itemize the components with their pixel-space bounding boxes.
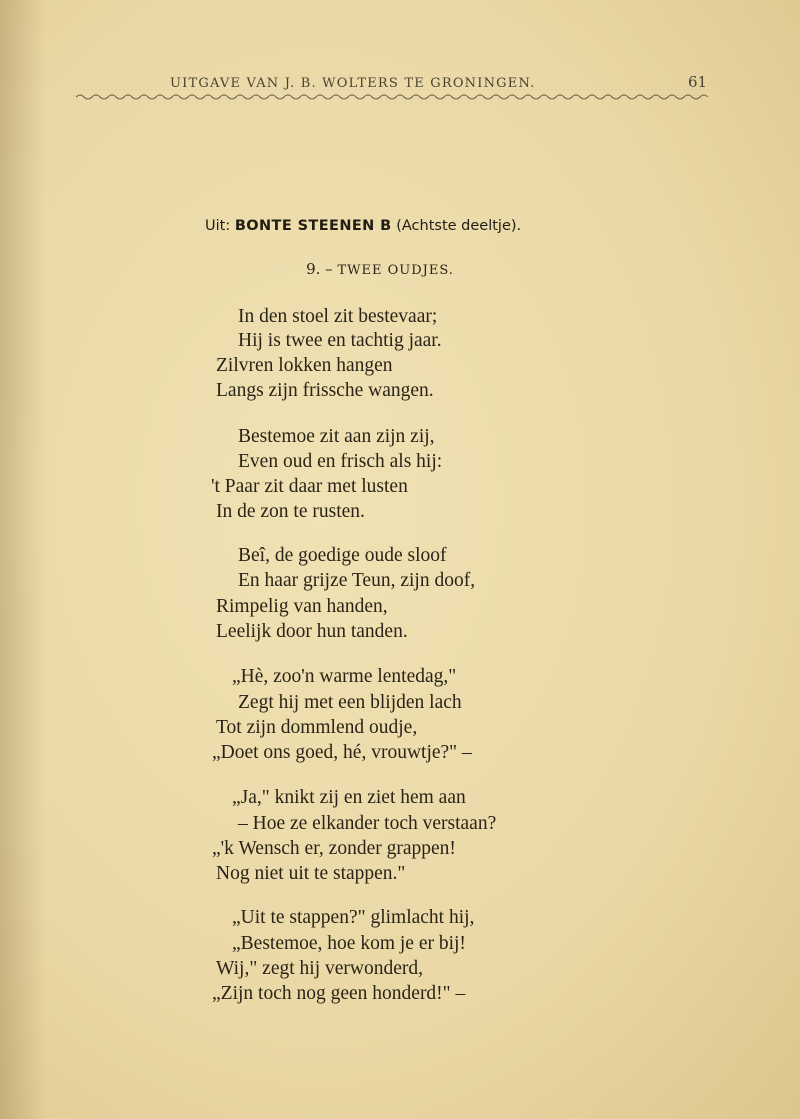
poem-line: „'k Wensch er, zonder grappen!: [212, 838, 456, 859]
poem-line: „Ja," knikt zij en ziet hem aan: [232, 787, 466, 808]
poem-line: Even oud en frisch als hij:: [238, 451, 443, 472]
poem-line: Leelijk door hun tanden.: [216, 621, 408, 642]
poem-line: Nog niet uit te stappen.": [216, 863, 406, 884]
poem-line: 't Paar zit daar met lusten: [211, 476, 408, 497]
poem-title: [0, 260, 760, 278]
poem-line: Langs zijn frissche wangen.: [216, 380, 434, 401]
poem-line: „Zijn toch nog geen honderd!" –: [212, 983, 466, 1004]
poem-line: „Hè, zoo'n warme lentedag,": [232, 666, 457, 687]
poem-line: Zilvren lokken hangen: [216, 355, 393, 376]
poem-line: „Uit te stappen?" glimlacht hij,: [232, 907, 475, 928]
running-header: UITGAVE VAN J. B. WOLTERS TE GRONINGEN.: [170, 76, 536, 91]
poem-line: „Doet ons goed, hé, vrouwtje?" –: [212, 742, 472, 763]
poem-number: 9. –: [306, 260, 333, 278]
source-book-title: BONTE STEENEN B: [234, 218, 392, 234]
spine-shadow: [0, 0, 46, 1119]
poem-line: Rimpelig van handen,: [216, 596, 388, 617]
poem-line: Zegt hij met een blijden lach: [238, 692, 462, 713]
header-ornamental-rule: [76, 92, 708, 100]
source-volume: (Achtste deeltje).: [396, 218, 522, 234]
source-heading: [205, 218, 521, 234]
poem-title-text: TWEE OUDJES.: [337, 263, 454, 278]
poem-line: Wij," zegt hij verwonderd,: [216, 958, 423, 979]
poem-line: En haar grijze Teun, zijn doof,: [238, 570, 476, 591]
poem-line: – Hoe ze elkander toch verstaan?: [238, 813, 497, 834]
poem-line: Tot zijn dommlend oudje,: [216, 717, 418, 738]
poem-line: Bestemoe zit aan zijn zij,: [238, 426, 435, 447]
poem-line: In de zon te rusten.: [216, 501, 365, 522]
poem-line: In den stoel zit bestevaar;: [238, 306, 438, 327]
poem-line: Beî, de goedige oude sloof: [238, 545, 447, 566]
poem-line: „Bestemoe, hoe kom je er bij!: [232, 933, 466, 954]
page-number: 61: [688, 73, 708, 91]
source-prefix: Uit:: [205, 218, 231, 234]
poem-line: Hij is twee en tachtig jaar.: [238, 330, 442, 351]
